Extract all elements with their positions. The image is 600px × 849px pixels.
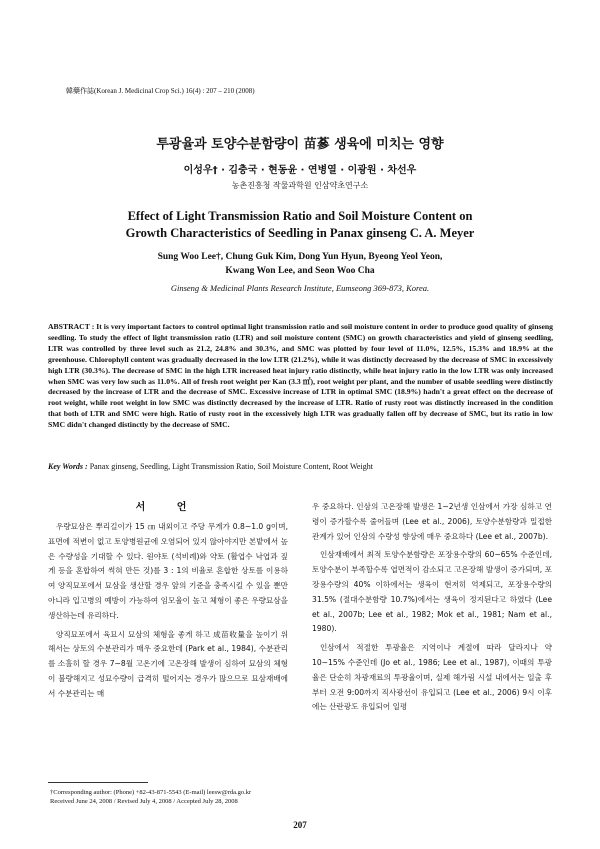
keywords [48, 462, 553, 471]
footnote-dates: Received June 24, 2008 / Revised July 4, 2008 / Accepted July 28, 2008 [50, 798, 238, 805]
abstract: ABSTRACT : It is very important factors to control optimal light transmission ratio and soil moisture content in order to produce good quality of ginseng seedling. To study the effect of light transmission ratio (LTR) and soil moisture content (SMC) on growth characteristics and yield of ginseng seedling, LTR was controlled by three level such as 21.2, 24.8% and 30.3%, and SMC was plotted by four level of 11.0%, 12.5%, 15.3% and 18.9% at the greenhouse. Chlorophyll content was gradually decreased in the low LTR (21.2%), while it was distinctly decreased by the decrease of SMC in excessively high LTR (30.3%). The decrease of SMC in the high LTR increased heat injury ratio distinctly, while heat injury ratio in the low LTR was only increased when SMC was very low such as 11.0%. All of fresh root weight per Kan (3.3 ㎡), root weight per plant, and the number of usable seedling were distinctly decreased by the increase of LTR and the decrease of SMC. Excessive increase of LTR in optimal SMC (18.9%) hadn't a great effect on the decrease of root weight, while root weight in low SMC was distinctly decreased by the increase of LTR. Ratio of rusty root was distinctly increased in the condition that both of LTR and SMC were high. Ratio of rusty root in the excessively high LTR was gradually fallen off by decrease of SMC, but its ratio in low SMC didn't changed distinctly by the decrease of SMC. [48, 322, 553, 430]
body-left-column [48, 520, 288, 706]
korean-affiliation: 농촌진흥청 작물과학원 인삼약초연구소 [231, 181, 369, 190]
body-paragraph: 인삼에서 적절한 투광율은 지역이나 계절에 따라 달라지나 약 10~15% 수준인데 (Jo et al., 1986; Lee et al., 1987), 이때의 투광율은 단순히 차광재료의 투광율이며, 실제 해가림 시설 내에서는 일출 후부터 오전 9:00까지 직사광선이 유입되고 (Lee et al., 2006) 9시 이후에는 산란광도 유입되어 일평 [312, 643, 552, 712]
footnote [50, 788, 251, 806]
english-title-line1: Effect of Light Transmission Ratio and Soil Moisture Content on [127, 209, 473, 223]
english-title [0, 208, 600, 242]
english-title-line2: Growth Characteristics of Seedling in Panax ginseng C. A. Meyer [125, 226, 475, 240]
body-right-column [312, 500, 552, 719]
keywords-text: Panax ginseng, Seedling, Light Transmission Ratio, Soil Moisture Content, Root Weight [89, 462, 373, 471]
english-authors-line1: Sung Woo Lee†, Chung Guk Kim, Dong Yun Hyun, Byeong Yeol Yeon, [157, 252, 443, 262]
english-authors-line2: Kwang Won Lee, and Seon Woo Cha [225, 266, 375, 276]
keywords-label: Key Words : [48, 462, 88, 471]
body-paragraph: 인삼재배에서 최적 토양수분함량은 포장용수량의 60~65% 수준인데, 토양수분이 부족할수록 엽면적이 감소되고 고온장해 발생이 증가되며, 포장용수량의 40% 이하에서는 생육이 현저히 억제되고, 포장용수량의 31.5% (절대수분함량 10.7%)에서는 생육이 정지된다고 하였다 (Lee et al., 2007b; Lee et al., 1982; Mok et al., 1981; Nam et al., 1980). [312, 550, 552, 634]
korean-authors: 이성우† · 김충국 · 현동윤 · 연병열 · 이광원 · 차선우 [183, 165, 417, 176]
footnote-correspondence: †Corresponding author: (Phone) +82-43-871-5543 (E-mail) leesw@rda.go.kr [50, 789, 252, 796]
english-authors [0, 250, 600, 278]
korean-title: 투광율과 토양수분함량이 苗蔘 생육에 미치는 영향 [156, 137, 444, 152]
body-paragraph: 우 중요하다. 인삼의 고온장해 발생은 1~2년생 인삼에서 가장 심하고 연령이 증가할수록 줄어들며 (Lee et al., 2006), 토양수분함량과 밀접한 관계가 있어 인삼의 수량성 향상에 매우 중요하다 (Lee et al., 2007b). [312, 502, 552, 541]
english-affiliation: Ginseng & Medicinal Plants Research Institute, Eumseong 369-873, Korea. [170, 283, 430, 293]
page-number: 207 [293, 820, 307, 830]
body-paragraph: 우량묘삼은 뿌리길이가 15 ㎝ 내외이고 주당 무게가 0.8~1.0 g이며, 표면에 적변이 없고 토양병원균에 오염되어 있지 않아야지만 본밭에서 높은 수량성을 기대할 수 있다. 원야토 (석비례)와 약토 (활엽수 낙엽과 짚게 등을 혼합하여 썩혀 만든 것)를 3 : 1의 비율로 혼합한 상토를 이용하여 양직묘포에서 묘삼을 생산할 경우 앞의 기준을 충족시킬 수 있을 뿐만 아니라 입고병의 예방이 가능하여 임모율이 높고 체형이 좋은 우량묘삼을 생산하는데 유리하다. [48, 522, 288, 620]
body-paragraph: 양직묘포에서 육묘시 묘삼의 체형을 좋게 하고 成苗收量을 높이기 위해서는 상토의 수분관리가 매우 중요한데 (Park et al., 1984), 수분관리를 소홀히 할 경우 7~8월 고온기에 고온장해 발생이 심하여 묘삼의 체형이 불량해지고 성묘수량이 급격히 떨어지는 경우가 많으므로 묘삼재배에서 수분관리는 매 [48, 629, 288, 698]
journal-header: 韓藥作誌(Korean J. Medicinal Crop Sci.) 16(4) : 207 – 210 (2008) [66, 87, 255, 95]
footnote-divider [48, 782, 148, 783]
section-title: 서 언 [135, 502, 201, 513]
